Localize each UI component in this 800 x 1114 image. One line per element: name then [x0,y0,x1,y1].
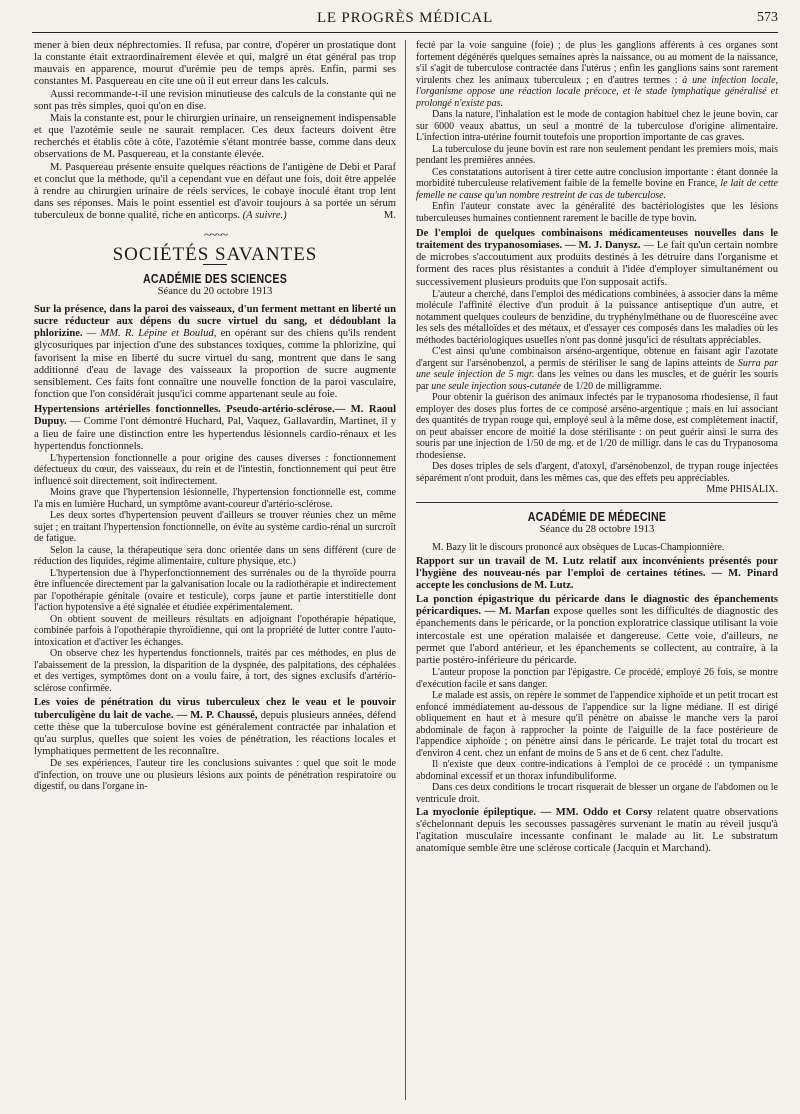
report-text: en opérant sur des chiens qu'ils rendent glycosuriques par injection d'une des substances toxiques, comme la phlorizine, qui favorisent la mise en liberté du sucre virtuel du sang, montrent que dans le sang additionné d'eau de lavage des vaisseaux la proportion de sucre augmente sensiblement. Ces faits font connaître une nouvelle fonction de la paroi vasculaire, fonction que l'on considérait jusqu'ici comme appartenant seule au foie. [34,328,396,401]
report-authors: M. Raoul Dupuy. [34,404,396,428]
paragraph: Aussi recommande-t-il une revision minutieuse des calculs de la constante qui ne sont pas très simples, quoi qu'on en dise. [34,88,396,112]
paragraph: Les deux sortes d'hypertension peuvent d'ailleurs se trouver réunies chez un même sujet ; en traitant l'hypertension fonctionnelle, on évite au système cardio-rénal un surcroît de fatigue. [34,510,396,545]
paragraph: L'hypertension due à l'hyperfonctionnement des surrénales ou de la thyroïde pourra être influencée directement par la galvanisation locale ou la radiothérapie et indirectement par l'opothérapie génitale (ovaire et testicule), corps jaune et partie interstitielle dont l'action hypotensive a été signalée et étudiée expérimentalement. [34,567,396,614]
report-authors: — M. P. Chaussé, [176,709,258,721]
paragraph: Il n'existe que deux contre-indications à l'emploi de ce procédé : un tympanisme abdominal excessif et un thorax infundibuliforme. [416,759,778,782]
paragraph-text: Ces constatations autorisent à tirer cette autre conclusion importante : étant donnée la morbidité tuberculeuse relativement faible de la femelle bovine en France, [416,166,778,189]
section-rule [416,502,778,503]
report-text: relatent quatre observations s'échelonnant depuis les secousses passagères survenant le matin au réveil jusqu'à l'agitation musculaire incessante confinant le malade au lit. Le substratum anatomique semble être une sclérose corticale (Jacquin et Marchand). [416,807,778,855]
report-title: Sur la présence, dans la paroi des vaisseaux, d'un ferment mettant en liberté un sucre réducteur aux dépens du sucre virtuel du sang, et dédoublant la phlorizine. [34,303,396,340]
page-header [32,6,778,33]
report [416,594,778,667]
paragraph [416,40,778,109]
paragraph: De ses expériences, l'auteur tire les conclusions suivantes : quel que soit le mode d'infection, on trouve une ou plusieurs lésions aux points de pénétration respiratoire ou digestif, ou dans l'organe in- [34,758,396,793]
report-authors: — MM. R. Lépine et Boulud, [86,328,217,340]
paragraph: L'auteur propose la ponction par l'épigastre. Ce procédé, employé 26 fois, se montre d'exécution facile et sans danger. [416,667,778,690]
section-title: SOCIÉTÉS SAVANTES [112,243,318,265]
paragraph: mener à bien deux néphrectomies. Il refusa, par contre, d'opérer un prostatique dont la constante était extraordinairement élevée et qui, malgré un état général pas trop mauvais en apparence, mourut d'urémie peu de temps après. Enfin, parmi ses constantes M. Pasquereau en cite une où il eut erreur dans les calculs. [34,40,396,88]
report-title: La myoclonie épileptique. [416,807,537,818]
right-column [416,40,778,1100]
paragraph [416,346,778,392]
paragraph: Moins grave que l'hypertension lésionnelle, l'hypertension fonctionnelle est, comme l'a mis en lumière Huchard, un symptôme avant-coureur d'artério-sclérose. [34,487,396,510]
meeting-date: Séance du 20 octobre 1913 [157,285,273,297]
paragraph-text: dans les veines ou dans les muscles, et de guérir les souris par [416,369,778,392]
report [34,404,396,453]
paragraph: Dans ces deux conditions le trocart risquerait de blesser un organe de l'abdomen ou le ventricule droit. [416,782,778,805]
academy-title: ACADÉMIE DE MÉDECINE [527,509,667,524]
report [416,228,778,289]
paragraph: La tuberculose du jeune bovin est rare non seulement pendant les premiers mois, mais pendant les premières années. [416,143,778,166]
report-title: De l'emploi de quelques combinaisons médicamenteuses nouvelles dans le traitement des trypanosomiases. [416,228,778,252]
page-number: 573 [757,10,778,25]
report-title: La ponction épigastrique du péricarde dans le diagnostic des épanchements péricardiques. [416,594,778,618]
emphasis: à une infection locale, l'organisme oppose une réaction locale précoce, et le stade lymphatique généralisé et prolongé n'existe pas. [416,74,778,109]
paragraph: Dans la nature, l'inhalation est le mode de contagion habituel chez le jeune bovin, car sur 6000 veaux abattus, un seul a montré de la tuberculose d'origine alimentaire. L'infection intra-utérine fournit toutefois une proportion importante de cas graves. [416,109,778,143]
paragraph-text: de 1/20 de milligramme. [563,380,662,392]
signature: Mme PHISALIX. [706,484,778,496]
paragraph: Des doses triples de sels d'argent, d'atoxyl, d'arsénobenzol, de trypan rouge injectées séparément n'ont produit, dans les mêmes cas, que des effets peu appréciables. [416,461,778,484]
paragraph-text: C'est ainsi qu'une combinaison arséno-argentique, obtenue en faisant agir l'azotate d'argent sur l'arsénobenzol, a permis de stériliser le sang de lapins atteints de [416,346,778,369]
paragraph: L'auteur a cherché, dans l'emploi des médications combinées, à associer dans la même molécule l'affinité élective d'un produit à la puissance antiseptique d'un autre, et notamment quelques couleurs de benzidine, du tryphénylméthane ou de fluorescéine avec les sels des métalloïdes et des métaux, et d'essayer ces composés dans les maladies où les méthodes bactériologiques usuelles n'ont pas donné jusqu'ici de résultats appréciables. [416,288,778,346]
report-title: Hypertensions artérielles fonctionnelles. Pseudo-artério-sclérose.— [34,404,346,416]
meeting-date: Séance du 28 octobre 1913 [539,523,655,535]
academy-title: ACADÉMIE DES SCIENCES [142,271,288,286]
ornament-divider: ~~~~ [203,228,227,244]
paragraph: Enfin l'auteur constate avec la généralité des bactériologistes que les lésions tuberculeuses humaines contiennent rarement le bacille de type bovin. [416,201,778,224]
report-title: Rapport sur un travail de M. Lutz relatif aux inconvénients présentés pour l'hygiène des nouveau-nés par l'emploi de certaines tétines. — M. Pinard accepte les conclusions de M. Lutz. [416,555,778,591]
paragraph: On obtient souvent de meilleurs résultats en adjoignant l'opothérapie hépatique, combinée parfois à l'opothérapie thyroïdienne, qui ont la propriété de lutter contre l'auto-intoxication et d'activer les échanges. [34,613,396,648]
report-text: expose quelles sont les difficultés de diagnostic des épanchements dans le péricarde, or la ponction exploratrice classique utilisant la voie intercostale est une opération malaisée et dangereuse. Cette voie, d'ailleurs, ne permet que l'abord antérieur, et les épanchements se collectent, au contraire, à la partie postéro-inférieure du péricarde. [416,606,778,666]
paragraph-text: fecté par la voie sanguine (foie) ; de plus les ganglions afférents à ces organes sont fortement dégénérés quelques semaines après la naissance, ou au moment de la naissance, s'il s'agit de tuberculose contractée dans l'utérus ; enfin les ganglions sains sont rarement virulents chez les animaux tuberculeux ; en d'autres termes : [416,40,778,86]
report-title: Les voies de pénétration du virus tuberculeux chez le veau et le pouvoir tuberculigène du lait de vache. [34,697,396,721]
report-text: — Le fait qu'un certain nombre de microbes s'accoutument aux produits destinés à les détruire dans l'organisme et forment des races plus résistantes a conduit à l'idée d'employer simultanément ou successivement plusieurs produits que l'on supposait actifs. [416,240,778,288]
paragraph: M. Bazy lit le discours prononcé aux obsèques de Lucas-Championnière. [432,542,725,554]
paragraph: Mais la constante est, pour le chirurgien urinaire, un renseignement indispensable et que l'azotémie seule ne saurait remplacer. Ces deux facteurs doivent être recherchés et établis côte à côte, l'azotémie s'étant montrée basse, comme dans deux observations de M. Pasquereau, et la constante élevée. [34,112,396,161]
report-authors: — M. Marfan [484,606,550,618]
report [34,697,396,758]
report-text: depuis plusieurs années, défend cette thèse que la tuberculose bovine est généralement contractée par inhalation et qu'au surplus, quelles que soient les voies de pénétration, les réactions locales et lymphatiques permettent de les reconnaître. [34,709,396,757]
journal-title: LE PROGRÈS MÉDICAL [316,10,494,26]
paragraph: Pour obtenir la guérison des animaux infectés par le trypanosoma rhodesiense, il faut employer des doses plus fortes de ce composé arséno-argentique ; mais en lui associant des quantités de trypan rouge qui, employé seul à la même dose, est complètement inactif, on peut abaisser encore de moitié la dose stérilisante : on peut guérir ainsi le surra des souris par une injection de 1/50 de mg. et de 1/20 de milligr. dans le cas du Trypanosoma rhodesiense. [416,392,778,461]
report [34,304,396,401]
paragraph: Le malade est assis, on repère le sommet de l'appendice xiphoïde et un petit trocart est enfoncé immédiatement au-dessous de l'appendice sur la ligne médiane. Il est dirigé obliquement en haut et à mesure qu'il pénètre on abaisse le manche vers la paroi abdominale de façon à rapprocher la pointe de l'aiguille de la face postérieure de l'appendice xiphoïde ; on pénètre ainsi dans le péricarde. Le trajet total du trocart est d'environ 4 cent. chez un enfant de moins de 5 ans et de 6 cent. chez l'adulte. [416,690,778,759]
paragraph: On observe chez les hypertendus fonctionnels, traités par ces méthodes, en plus de l'abaissement de la pression, la disparition de la dyspnée, des palpitations, des céphalées et des vertiges, symptômes dont on a voulu faire, à tort, des signes exclusifs d'artério-sclérose confirmée. [34,648,396,694]
report [416,807,778,856]
report-authors: — M. J. Danysz. [565,240,641,252]
signature: M. [383,210,396,222]
report-authors: — MM. Oddo et Corsy [540,807,653,818]
paragraph [416,167,778,202]
to-be-continued: (A suivre.) [242,210,287,222]
column-divider [405,40,406,1100]
report-text: — Comme l'ont démontré Huchard, Pal, Vaquez, Gallavardin, Martinet, il y a lieu de faire une distinction entre les hypertendus lésionnels cardio-rénaux et les hypertendus fonctionnels. [34,416,396,452]
emphasis: une seule injection sous-cutanée [431,380,561,392]
left-column [34,40,396,1100]
emphasis: Surra par une seule injection de 5 mgr. [416,357,778,381]
emphasis: le lait de cette femelle ne cause qu'un nombre restreint de cas de tuberculose. [416,178,778,201]
report [416,556,778,592]
paragraph: Selon la cause, la thérapeutique sera donc orientée dans un sens différent (cure de réduction des liquides, régime alimentaire, culture physique, etc.) [34,544,396,568]
paragraph [34,162,396,223]
paragraph-text: M. Pasquereau présente ensuite quelques réactions de l'antigène de Debi et Paraf et conclut que la méthode, qu'il a cependant vue en défaut une fois, doit être appelée à rendre au chirurgien urinaire de réels services, le cobaye inoculé étant trop lent dans ses réponses. Mais le point essentiel est d'avoir toujours à sa portée un sérum tuberculeux de bonne qualité, riche en anticorps. [34,161,396,222]
paragraph: L'hypertension fonctionnelle a pour origine des causes diverses : fonctionnement défectueux du cœur, des vaisseaux, du rein et de l'intestin, fonctionnement qui peut être influencé soit directement, soit indirectement. [34,452,396,487]
